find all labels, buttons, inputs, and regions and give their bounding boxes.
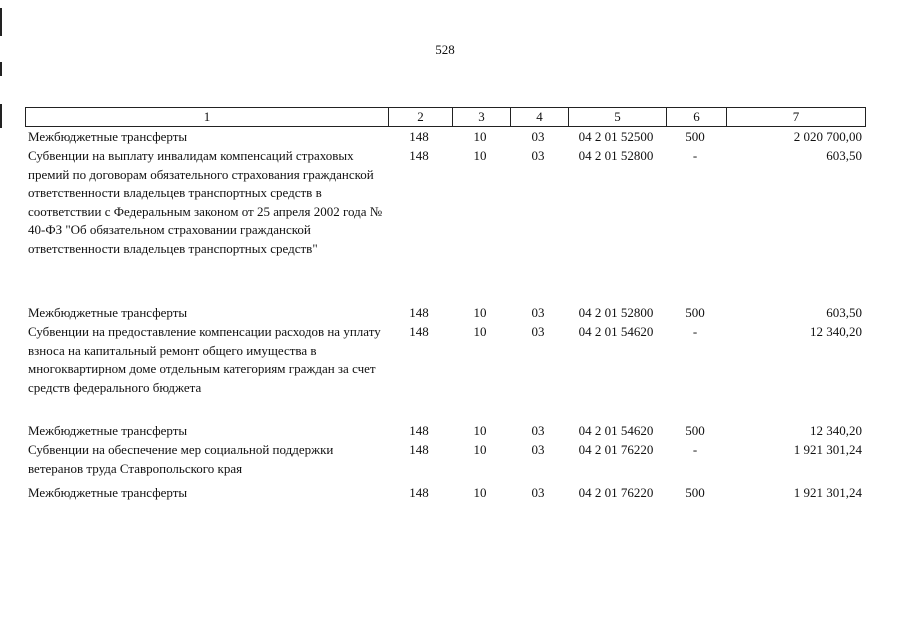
row-name: Межбюджетные трансферты [28,129,188,144]
row-col-2: 148 [409,129,429,144]
row-col-4: 03 [531,442,545,457]
row-col-3: 10 [473,442,487,457]
row-col-2: 148 [409,485,429,500]
row-col-2: 148 [409,324,429,339]
row-col-4: 03 [531,485,545,500]
row-col-7: 12 340,20 [810,423,862,438]
row-col-5: 04 2 01 76220 [578,442,654,457]
table-header [25,107,866,127]
column-header-1: 1 [26,108,389,127]
column-header-4: 4 [511,108,569,127]
row-col-6: - [692,148,698,163]
row-col-7: 603,50 [826,305,862,320]
row-col-3: 10 [473,324,487,339]
row-name: Субвенции на предоставление компенсации расходов на уплату взноса на капитальный ремонт общего имущества в многоквартирном доме отдельным категориям граждан за счет средств федерального бюджета [28,324,381,395]
row-col-7: 2 020 700,00 [793,129,862,144]
row-col-5: 04 2 01 52500 [578,129,654,144]
row-col-3: 10 [473,148,487,163]
row-col-2: 148 [409,423,429,438]
row-col-6: 500 [685,129,705,144]
row-col-6: - [692,324,698,339]
page-number: 528 [435,42,455,57]
column-header-6: 6 [667,108,727,127]
row-col-4: 03 [531,305,545,320]
row-col-3: 10 [473,485,487,500]
row-col-6: 500 [685,305,705,320]
row-col-4: 03 [531,148,545,163]
scan-margin-mark [0,62,2,76]
row-col-2: 148 [409,148,429,163]
row-col-7: 12 340,20 [810,324,862,339]
row-col-5: 04 2 01 54620 [578,423,654,438]
row-col-4: 03 [531,423,545,438]
column-header-5: 5 [569,108,667,127]
row-name: Межбюджетные трансферты [28,305,188,320]
row-name: Межбюджетные трансферты [28,423,188,438]
row-col-7: 603,50 [826,148,862,163]
scan-margin-mark [0,104,2,128]
row-col-5: 04 2 01 52800 [578,148,654,163]
row-col-5: 04 2 01 54620 [578,324,654,339]
row-col-6: - [692,442,698,457]
row-name: Межбюджетные трансферты [28,485,188,500]
column-header-2: 2 [389,108,453,127]
row-name: Субвенции на обеспечение мер социальной поддержки ветеранов труда Ставропольского края [28,442,334,476]
row-col-2: 148 [409,305,429,320]
row-col-4: 03 [531,129,545,144]
column-header-3: 3 [453,108,511,127]
row-col-5: 04 2 01 76220 [578,485,654,500]
row-col-2: 148 [409,442,429,457]
row-col-6: 500 [685,485,705,500]
row-col-3: 10 [473,305,487,320]
row-col-7: 1 921 301,24 [793,485,862,500]
row-col-6: 500 [685,423,705,438]
row-col-4: 03 [531,324,545,339]
row-col-5: 04 2 01 52800 [578,305,654,320]
row-col-7: 1 921 301,24 [793,442,862,457]
column-header-7: 7 [727,108,866,127]
row-col-3: 10 [473,129,487,144]
scan-margin-mark [0,8,2,36]
row-col-3: 10 [473,423,487,438]
row-name: Субвенции на выплату инвалидам компенсаций страховых премий по договорам обязательного страхования гражданской ответственности владельцев транспортных средств в соответствии с Федеральным законом от 25 апреля 2002 года № 40-ФЗ "Об обязательном страховании гражданской ответственности владельцев транспортных средств" [28,148,383,256]
